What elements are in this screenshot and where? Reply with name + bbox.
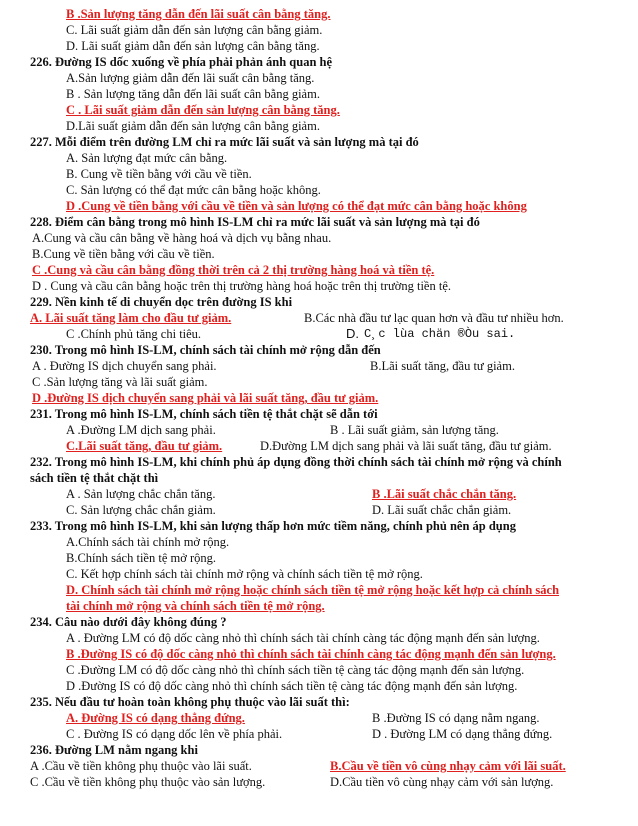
option: D . Cung và cầu cân bằng hoặc trên thị trường hàng hoá hoặc trên thị trường tiền tệ. [32, 279, 452, 293]
line [0, 102, 638, 118]
answer-option: C .Cung và cầu cân bằng đồng thời trên cả 2 thị trường hàng hoá và tiền tệ. [32, 263, 435, 277]
answer-option: B.Cầu về tiền vô cùng nhạy cảm với lãi suất. [330, 759, 566, 773]
line [0, 262, 638, 278]
question-text: 235. Nếu đầu tư hoàn toàn không phụ thuộc vào lãi suất thì: [30, 695, 350, 709]
answer-option: C . Lãi suất giảm dẫn đến sản lượng cân bằng tăng. [66, 103, 340, 117]
line [0, 566, 638, 582]
line [0, 230, 638, 246]
line [0, 310, 638, 326]
option: A . Đường LM có độ dốc càng nhỏ thì chính sách tài chính càng tác động mạnh đến sản lượng. [66, 631, 540, 645]
line [0, 358, 638, 374]
question-229 [0, 294, 638, 310]
line [0, 86, 638, 102]
option: D . Đường LM có dạng thẳng đứng. [372, 727, 553, 741]
option: A .Cầu về tiền không phụ thuộc vào lãi suất. [30, 759, 252, 773]
question-236 [0, 742, 638, 758]
option: C .Sản lượng tăng và lãi suất giảm. [32, 375, 208, 389]
line [0, 278, 638, 294]
question-235 [0, 694, 638, 710]
question-226 [0, 54, 638, 70]
answer-option: B .Sản lượng tăng dẫn đến lãi suất cân bằng tăng. [66, 7, 331, 21]
answer-option: B .Đường IS có độ dốc càng nhỏ thì chính sách tài chính càng tác động mạnh đến sản lượng. [66, 647, 556, 661]
option: C. Lãi suất giảm dẫn đến sản lượng cân bằng giảm. [66, 23, 323, 37]
option: A . Sản lượng chắc chắn tăng. [66, 487, 216, 501]
line [0, 630, 638, 646]
question-text: 233. Trong mô hình IS-LM, khi sản lượng thấp hơn mức tiềm năng, chính phủ nên áp dụng [30, 519, 516, 533]
question-text: 236. Đường LM nằm ngang khi [30, 743, 198, 757]
question-text: 227. Mỗi điểm trên đường LM chỉ ra mức lãi suất và sản lượng mà tại đó [30, 135, 419, 149]
question-232 [0, 454, 638, 470]
option: C .Chính phủ tăng chi tiêu. [66, 327, 202, 341]
line [0, 774, 638, 790]
option: C¸c lùa chän ®Òu sai. [364, 327, 516, 341]
option: D .Đường IS có độ dốc càng nhỏ thì chính sách tiền tệ càng tác động mạnh đến sản lượng. [66, 679, 518, 693]
line [0, 598, 638, 614]
option: C . Đường IS có dạng dốc lên về phía phải. [66, 727, 283, 741]
line [0, 502, 638, 518]
question-text: 228. Điểm cân bằng trong mô hình IS-LM chỉ ra mức lãi suất và sản lượng mà tại đó [30, 215, 480, 229]
answer-option: tài chính mở rộng và chính sách tiền tệ mở rộng. [66, 599, 325, 613]
question-228 [0, 214, 638, 230]
question-233 [0, 518, 638, 534]
option: B.Các nhà đầu tư lạc quan hơn và đầu tư nhiều hơn. [304, 311, 564, 325]
question-230 [0, 342, 638, 358]
option: B.Cung về tiền bằng với cầu về tiền. [32, 247, 215, 261]
answer-option: D .Cung về tiền bằng với cầu về tiền và sản lượng có thể đạt mức cân bằng hoặc không [66, 199, 527, 213]
line [0, 710, 638, 726]
line [0, 246, 638, 262]
answer-option: B .Lãi suất chắc chắn tăng. [372, 487, 517, 501]
option: C. Sản lượng chắc chắn giảm. [66, 503, 216, 517]
line [0, 550, 638, 566]
line [0, 70, 638, 86]
question-text: 230. Trong mô hình IS-LM, chính sách tài chính mở rộng dẫn đến [30, 343, 381, 357]
option: A.Sản lượng giảm dẫn đến lãi suất cân bằng tăng. [66, 71, 315, 85]
option: A. Sản lượng đạt mức cân bằng. [66, 151, 228, 165]
line [0, 22, 638, 38]
line [0, 662, 638, 678]
answer-option: D. Chính sách tài chính mở rộng hoặc chính sách tiền tệ mở rộng hoặc kết hợp cả chính sách [66, 583, 560, 597]
question-227 [0, 134, 638, 150]
line [0, 150, 638, 166]
line [0, 582, 638, 598]
line [0, 422, 638, 438]
answer-option: A. Đường IS có dạng thẳng đứng. [66, 711, 245, 725]
option: A.Chính sách tài chính mở rộng. [66, 535, 230, 549]
line [0, 758, 638, 774]
question-text: 229. Nền kinh tế di chuyển dọc trên đường IS khi [30, 295, 293, 309]
answer-option: D .Đường IS dịch chuyển sang phải và lãi suất tăng, đầu tư giảm. [32, 391, 379, 405]
option: C .Cầu về tiền không phụ thuộc vào sản lượng. [30, 775, 266, 789]
option: B . Sản lượng tăng dẫn đến lãi suất cân bằng giảm. [66, 87, 320, 101]
question-231 [0, 406, 638, 422]
line [0, 118, 638, 134]
line [0, 678, 638, 694]
question-234 [0, 614, 638, 630]
option: C. Kết hợp chính sách tài chính mở rộng và chính sách tiền tệ mở rộng. [66, 567, 423, 581]
line [0, 374, 638, 390]
option: A .Đường LM dịch sang phải. [66, 423, 216, 437]
option: B .Đường IS có dạng nằm ngang. [372, 711, 540, 725]
option: C .Đường LM có độ dốc càng nhỏ thì chính sách tiền tệ càng tác động mạnh đến sản lượng. [66, 663, 525, 677]
line [0, 182, 638, 198]
option: D. Lãi suất chắc chắn giảm. [372, 503, 512, 517]
option: B . Lãi suất giảm, sản lượng tăng. [330, 423, 499, 437]
question-text: 226. Đường IS dốc xuống về phía phải phản ánh quan hệ [30, 55, 333, 69]
line [0, 534, 638, 550]
line [0, 326, 638, 342]
option: D.Lãi suất giảm dẫn đến sản lượng cân bằng giảm. [66, 119, 320, 133]
option: A.Cung và cầu cân bằng về hàng hoá và dịch vụ bằng nhau. [32, 231, 332, 245]
line [0, 390, 638, 406]
question-text: 234. Câu nào dưới đây không đúng ? [30, 615, 227, 629]
line [0, 38, 638, 54]
line [0, 438, 638, 454]
answer-option: C.Lãi suất tăng, đầu tư giảm. [66, 439, 223, 453]
option: A . Đường IS dịch chuyển sang phải. [32, 359, 217, 373]
line [0, 470, 638, 486]
answer-option: A. Lãi suất tăng làm cho đầu tư giảm. [30, 311, 232, 325]
line [0, 166, 638, 182]
option: C. Sản lượng có thể đạt mức cân bằng hoặc không. [66, 183, 321, 197]
question-text: 232. Trong mô hình IS-LM, khi chính phủ áp dụng đồng thời chính sách tài chính mở rộng và chính [30, 455, 562, 469]
option: D.Cầu tiền vô cùng nhạy cảm với sản lượng. [330, 775, 554, 789]
question-text: 231. Trong mô hình IS-LM, chính sách tiền tệ thắt chặt sẽ dẫn tới [30, 407, 378, 421]
option: B. Cung về tiền bằng với cầu về tiền. [66, 167, 252, 181]
option: B.Lãi suất tăng, đầu tư giảm. [370, 359, 515, 373]
option: B.Chính sách tiền tệ mở rộng. [66, 551, 216, 565]
option: D. Lãi suất giảm dẫn đến sản lượng cân bằng tăng. [66, 39, 320, 53]
line [0, 486, 638, 502]
option-letter: D. [346, 326, 359, 341]
line [0, 646, 638, 662]
line [0, 198, 638, 214]
line [0, 6, 638, 22]
line [0, 726, 638, 742]
question-text: sách tiền tệ thắt chặt thì [30, 471, 159, 485]
option: D.Đường LM dịch sang phải và lãi suất tăng, đầu tư giảm. [260, 439, 552, 453]
